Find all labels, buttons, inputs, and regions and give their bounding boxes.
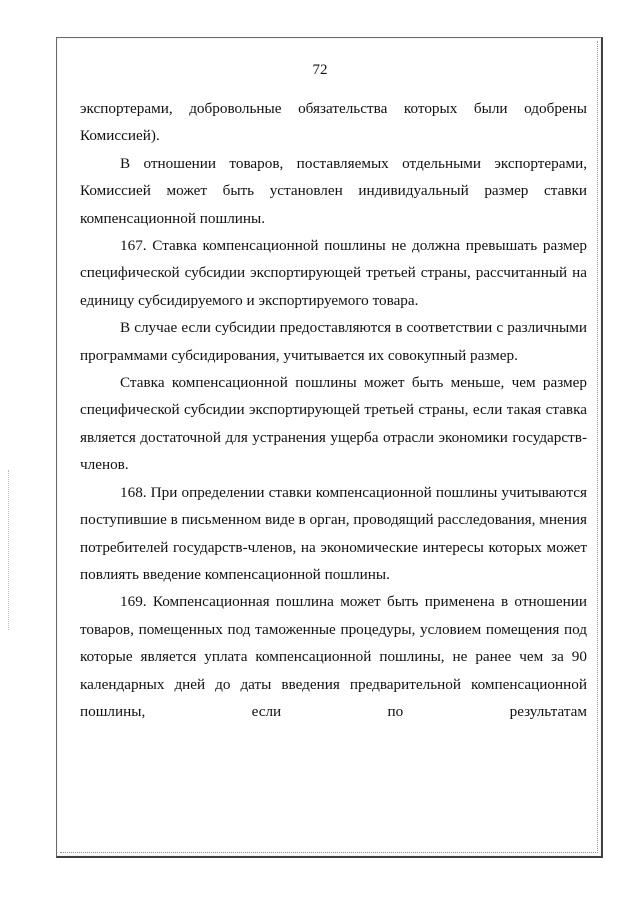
paragraph-continuation: экспортерами, добровольные обязательства которых были одобрены Комиссией). <box>80 100 587 145</box>
paragraph-lesser-rate: Ставка компенсационной пошлины может быть меньше, чем размер специфической субсидии экспортирующей третьей страны, если такая ставка является достаточной для устранения ущерба отрасли экономики государств-членов. <box>80 374 587 474</box>
document-body <box>80 95 587 725</box>
page-number: 72 <box>312 62 328 78</box>
paragraph-multiple-programs: В случае если субсидии предоставляются в соответствии с различными программами субсидирования, учитывается их совокупный размер. <box>80 319 587 364</box>
paragraph-individual-rate: В отношении товаров, поставляемых отдельными экспортерами, Комиссией может быть установлен индивидуальный размер ставки компенсационной пошлины. <box>80 154 587 227</box>
paragraph-167: 167. Ставка компенсационной пошлины не должна превышать размер специфической субсидии экспортирующей третьей страны, рассчитанный на единицу субсидируемого и экспортируемого товара. <box>80 237 587 309</box>
paragraph-169: 169. Компенсационная пошлина может быть применена в отношении товаров, помещенных под таможенные процедуры, условием помещения под которые является уплата компенсационной пошлины, не ранее чем за 90 календарных дней до даты введения предварительной компенсационной пошлины, если по результатам <box>80 593 587 720</box>
scan-artifact <box>8 470 11 630</box>
paragraph-168: 168. При определении ставки компенсационной пошлины учитываются поступившие в письменном виде в орган, проводящий расследования, мнения потребителей государств-членов, на экономические интересы которых может повлиять введение компенсационной пошлины. <box>80 483 587 583</box>
